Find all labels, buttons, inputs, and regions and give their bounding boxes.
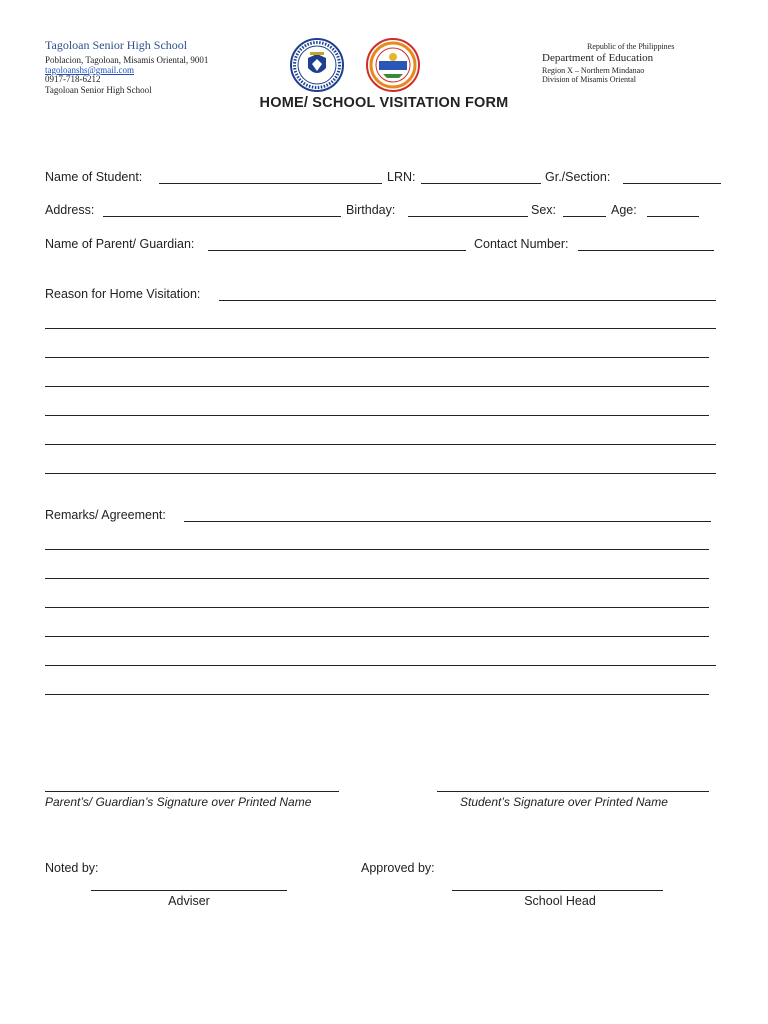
student-signature-label: Student’s Signature over Printed Name	[460, 795, 668, 809]
sex-label: Sex:	[531, 203, 557, 217]
remarks-line[interactable]	[45, 549, 709, 550]
sex-line[interactable]	[563, 216, 606, 217]
grade-section-label: Gr./Section:	[545, 170, 611, 184]
parent-name-line[interactable]	[208, 250, 466, 251]
reason-line[interactable]	[45, 386, 709, 387]
reason-line[interactable]	[45, 415, 709, 416]
school-seal-icon	[366, 38, 420, 92]
adviser-signature-line[interactable]	[91, 890, 287, 891]
student-name-line[interactable]	[159, 183, 382, 184]
approved-by-label: Approved by:	[361, 861, 435, 875]
contact-number-label: Contact Number:	[474, 237, 569, 251]
birthday-line[interactable]	[408, 216, 528, 217]
school-name-secondary: Tagoloan Senior High School	[45, 85, 152, 95]
reason-line[interactable]	[45, 328, 716, 329]
address-label: Address:	[45, 203, 95, 217]
parent-signature-line[interactable]	[45, 791, 339, 792]
age-label: Age:	[611, 203, 637, 217]
age-line[interactable]	[647, 216, 699, 217]
parent-signature-label: Parent’s/ Guardian’s Signature over Printed Name	[45, 795, 312, 809]
remarks-label: Remarks/ Agreement:	[45, 508, 166, 522]
reason-line[interactable]	[45, 444, 716, 445]
address-line[interactable]	[103, 216, 341, 217]
school-head-signature-line[interactable]	[452, 890, 663, 891]
republic-label: Republic of the Philippines	[587, 42, 675, 51]
remarks-line[interactable]	[45, 636, 709, 637]
student-signature-line[interactable]	[437, 791, 709, 792]
birthday-label: Birthday:	[346, 203, 396, 217]
school-name: Tagoloan Senior High School	[45, 38, 188, 52]
noted-by-label: Noted by:	[45, 861, 99, 875]
adviser-label: Adviser	[168, 894, 210, 908]
remarks-line[interactable]	[45, 578, 709, 579]
grade-section-line[interactable]	[623, 183, 721, 184]
school-address: Poblacion, Tagoloan, Misamis Oriental, 9001	[45, 55, 209, 65]
reason-label: Reason for Home Visitation:	[45, 287, 201, 301]
school-phone: 0917-718-6212	[45, 74, 101, 84]
form-title: HOME/ SCHOOL VISITATION FORM	[259, 95, 509, 111]
contact-number-line[interactable]	[578, 250, 714, 251]
remarks-line[interactable]	[184, 521, 711, 522]
reason-line[interactable]	[45, 473, 716, 474]
remarks-line[interactable]	[45, 665, 716, 666]
reason-line[interactable]	[219, 300, 716, 301]
division-label: Division of Misamis Oriental	[542, 75, 636, 84]
region-label: Region X – Northern Mindanao	[542, 66, 645, 75]
lrn-line[interactable]	[421, 183, 541, 184]
reason-line[interactable]	[45, 357, 709, 358]
school-email-link[interactable]: tagoloanshs@gmail.com	[45, 65, 135, 75]
lrn-label: LRN:	[387, 170, 416, 184]
deped-seal-icon	[290, 38, 344, 92]
department-label: Department of Education	[542, 52, 654, 64]
parent-name-label: Name of Parent/ Guardian:	[45, 237, 195, 251]
student-name-label: Name of Student:	[45, 170, 143, 184]
remarks-line[interactable]	[45, 607, 709, 608]
remarks-line[interactable]	[45, 694, 709, 695]
school-head-label: School Head	[524, 894, 596, 908]
